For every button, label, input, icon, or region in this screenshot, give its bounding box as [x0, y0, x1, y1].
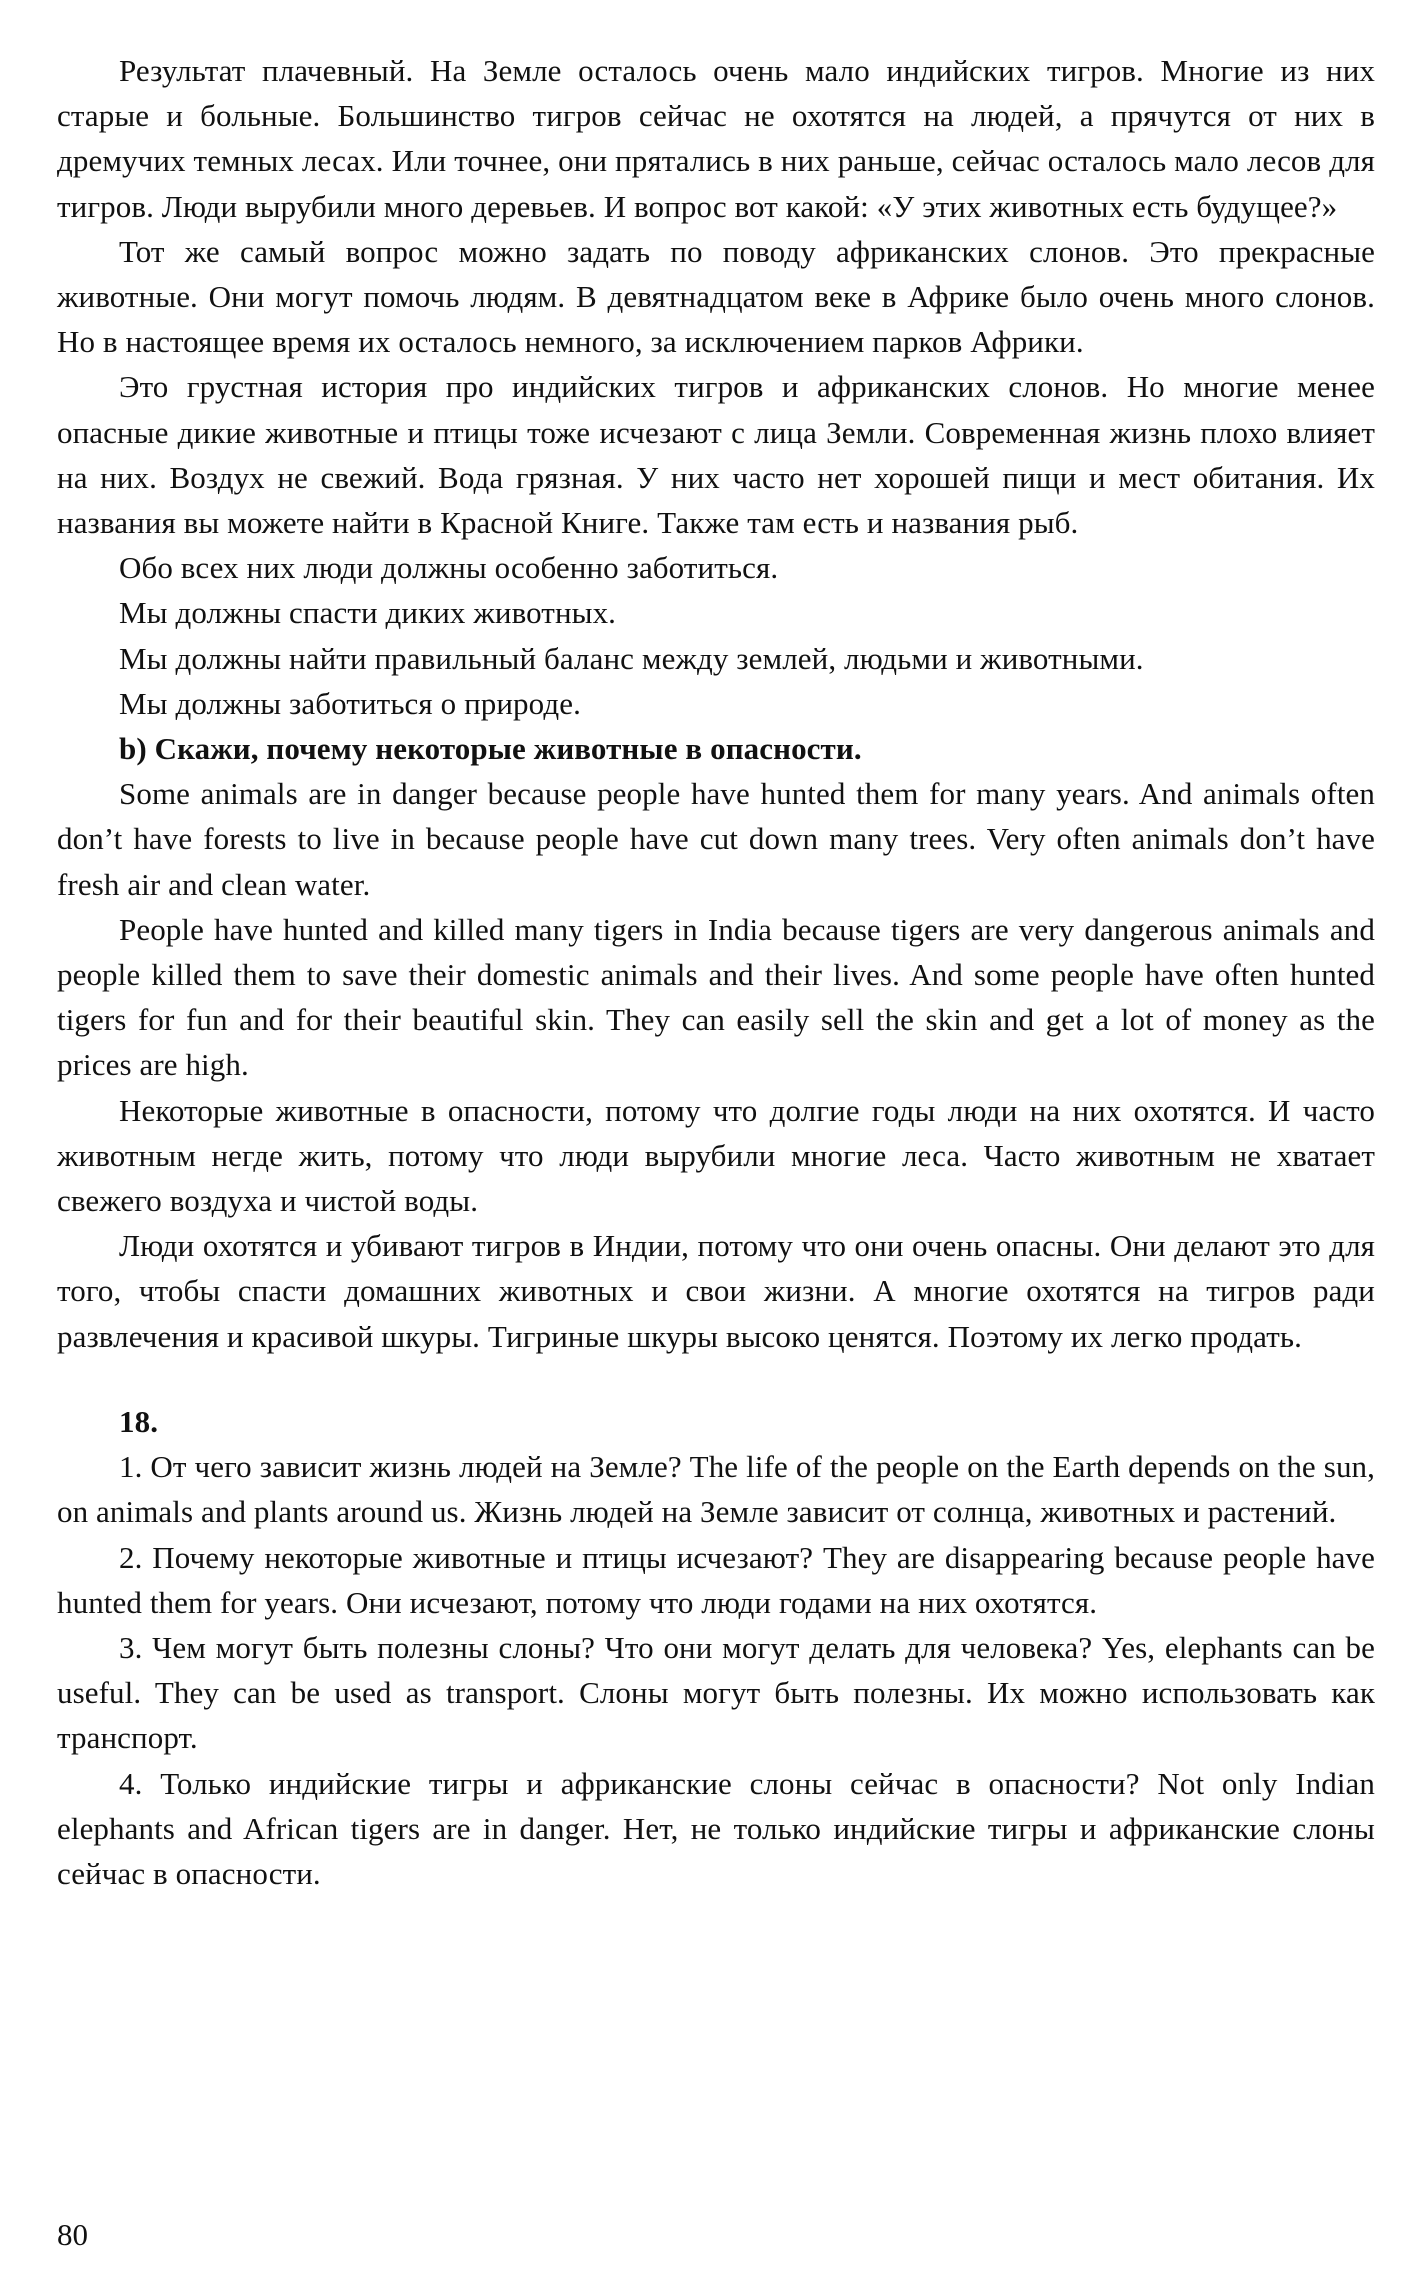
paragraph: Люди охотятся и убивают тигров в Индии, потому что они очень опасны. Они делают это для того, чтобы спасти домашних животных и свои жизни. А многие охотятся на тигров ради развлечения и красивой шкуры. Тигриные шкуры высоко ценятся. Поэтому их легко продать. [57, 1228, 1375, 1354]
exercise-item: 4. Только индийские тигры и африканские слоны сейчас в опасности? Not only Indian elephants and African tigers are in danger. Нет, не только индийские тигры и африканские слоны сейчас в опасности. [57, 1765, 1375, 1891]
exercise-item: 1. От чего зависит жизнь людей на Земле? The life of the people on the Earth depends on the sun, on animals and plants around us. Жизнь людей на Земле зависит от солнца, животных и растений. [57, 1449, 1375, 1530]
paragraph: Мы должны найти правильный баланс между землей, людьми и животными. [119, 640, 1144, 676]
exercise-item: 3. Чем могут быть полезны слоны? Что они могут делать для человека? Yes, elephants can be useful. They can be used as transport. Слоны могут быть полезны. Их можно использовать как транспорт. [57, 1629, 1375, 1756]
task-b-heading: b) Скажи, почему некоторые животные в опасности. [119, 731, 862, 767]
page-number: 80 [57, 2217, 88, 2252]
paragraph: Обо всех них люди должны особенно заботиться. [119, 550, 779, 586]
paragraph: Тот же самый вопрос можно задать по поводу африканских слонов. Это прекрасные животные. Они могут помочь людям. В девятнадцатом веке в Африке было очень много слонов. Но в настоящее время их осталось немного, за исключением парков Африки. [57, 233, 1375, 360]
paragraph: Некоторые животные в опасности, потому что долгие годы люди на них охотятся. И часто животным негде жить, потому что люди вырубили многие леса. Часто животным не хватает свежего воздуха и чистой воды. [57, 1092, 1375, 1219]
section-spacer [57, 1359, 1375, 1399]
paragraph: Мы должны спасти диких животных. [119, 595, 617, 631]
exercise-item: 2. Почему некоторые животные и птицы исчезают? They are disappearing because people have hunted them for years. Они исчезают, потому что люди годами на них охотятся. [57, 1539, 1375, 1620]
paragraph: Это грустная история про индийских тигров и африканских слонов. Но многие менее опасные дикие животные и птицы тоже исчезают с лица Земли. Современная жизнь плохо влияет на них. Воздух не свежий. Вода грязная. У них часто нет хорошей пищи и мест обитания. Их названия вы можете найти в Красной Книге. Также там есть и названия рыб. [57, 369, 1375, 541]
paragraph: People have hunted and killed many tigers in India because tigers are very dangerous animals and people killed them to save their domestic animals and their lives. And some people have often hunted tigers for fun and for their beautiful skin. They can easily sell the skin and get a lot of money as the prices are high. [57, 911, 1375, 1083]
page-body [57, 48, 1375, 1896]
exercise-number: 18. [119, 1403, 159, 1439]
paragraph: Some animals are in danger because people have hunted them for many years. And animals often don’t have forests to live in because people have cut down many trees. Very often animals don’t have fresh air and clean water. [57, 776, 1375, 902]
paragraph: Мы должны заботиться о природе. [119, 685, 581, 721]
paragraph: Результат плачевный. На Земле осталось очень мало индийских тигров. Многие из них старые и больные. Большинство тигров сейчас не охотятся на людей, а прячутся от них в дремучих темных лесах. Или точнее, они прятались в них раньше, сейчас осталось мало лесов для тигров. Люди вырубили много деревьев. И вопрос вот какой: «У этих животных есть будущее?» [57, 53, 1375, 224]
